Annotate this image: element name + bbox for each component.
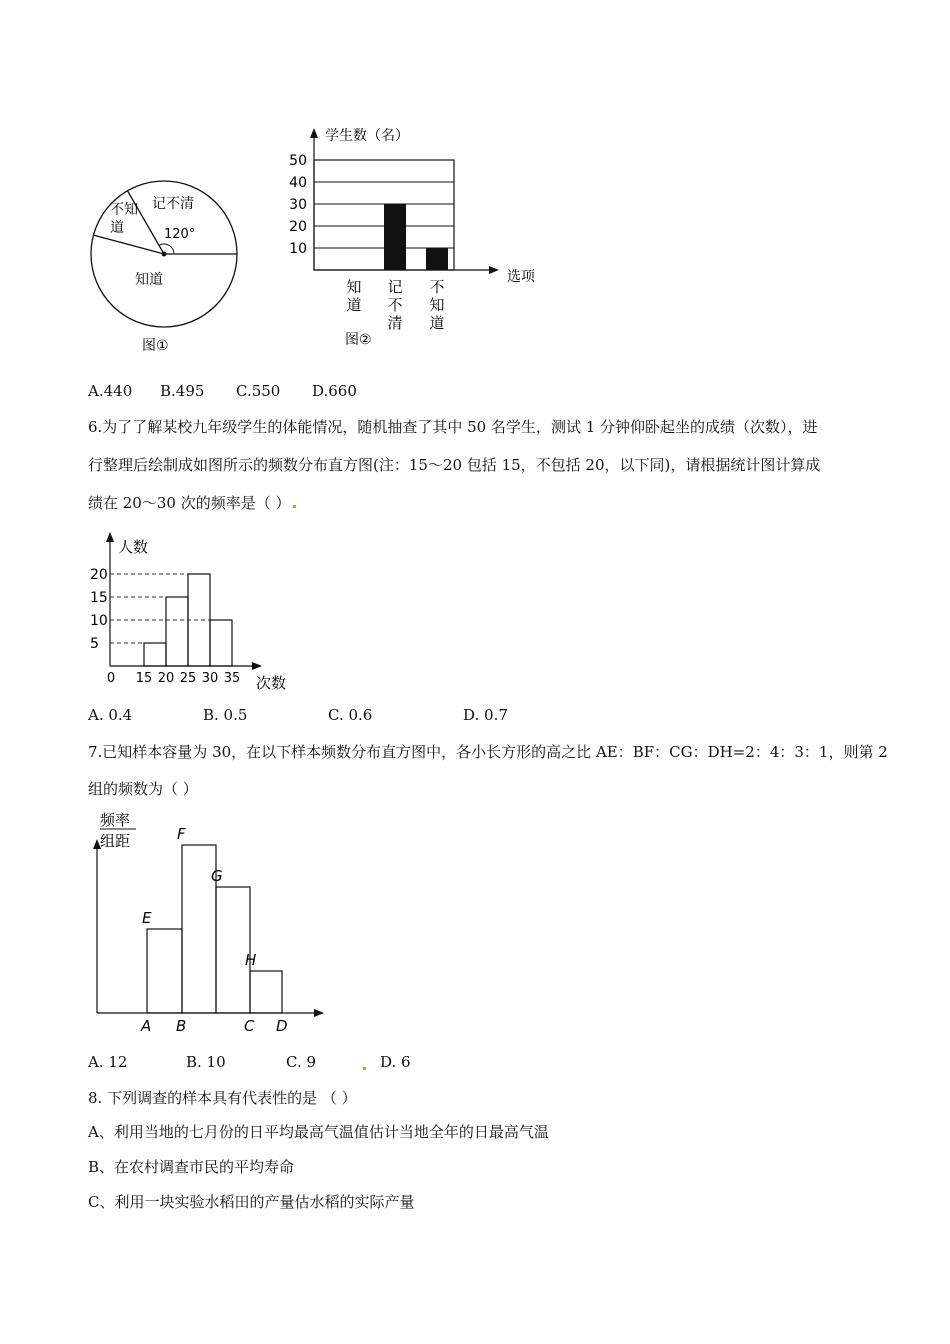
hist-x-tick-label: 25 (179, 671, 197, 686)
q6-option-d[interactable]: D. 0.7 (463, 706, 508, 724)
q6-option-b[interactable]: B. 0.5 (203, 706, 248, 724)
hist-x-tick-label: 30 (201, 671, 219, 686)
bar-2 (384, 204, 406, 270)
q7-y-title-top: 频率 (100, 811, 131, 829)
q7-option-c[interactable]: C. 9 (286, 1053, 317, 1071)
hist-x-tick-label: 20 (157, 671, 175, 686)
hist-y-tick-label: 5 (90, 636, 99, 652)
hist-bar-1 (144, 643, 166, 666)
hist-bar-2 (166, 597, 188, 666)
pie-label-unknown-1: 不知 (110, 202, 138, 218)
bar-y-tick-label: 50 (289, 153, 307, 169)
q7-option-d[interactable]: D. 6 (380, 1053, 411, 1071)
stray-mark (293, 505, 296, 508)
bar-category-char: 道 (346, 296, 362, 314)
q7-line-2: 组的频数为（ ） (88, 780, 198, 798)
pie-label-know: 知道 (135, 272, 163, 288)
q7-bar-label: H (245, 951, 257, 969)
q7-bar-label: G (211, 867, 223, 885)
q8-option-a[interactable]: A、利用当地的七月份的日平均最高气温值估计当地全年的日最高气温 (88, 1123, 549, 1141)
q8-option-b[interactable]: B、在农村调查市民的平均寿命 (88, 1158, 295, 1176)
bar-category-char: 道 (429, 314, 445, 332)
hist-bar-4 (210, 620, 232, 666)
bar-category-char: 知 (429, 296, 445, 314)
bar-category-char: 清 (387, 314, 403, 332)
q5-pie-chart (80, 170, 255, 360)
q7-bar-label: F (177, 825, 186, 843)
q6-line-2: 行整理后绘制成如图所示的频数分布直方图(注：15～20 包括 15，不包括 20，以下同)，请根据统计图计算成 (88, 456, 821, 474)
q5-bar-chart (285, 122, 555, 352)
pie-label-forgot: 记不清 (152, 196, 194, 212)
bar-y-title: 学生数（名） (325, 128, 409, 144)
q7-options (88, 1053, 488, 1073)
q5-option-a[interactable]: A.440 (88, 382, 133, 400)
bar-y-tick-label: 30 (289, 197, 307, 213)
q6-line-1: 6.为了了解某校九年级学生的体能情况，随机抽查了其中 50 名学生，测试 1 分钟仰卧起坐的成绩（次数），进 (88, 418, 818, 436)
hist-y-tick-label: 10 (90, 613, 108, 629)
bar-category-char: 不 (387, 296, 403, 314)
bar-caption: 图② (345, 332, 372, 348)
pie-caption: 图① (142, 338, 169, 354)
q5-option-d[interactable]: D.660 (312, 382, 357, 400)
q7-bar-label: E (142, 909, 152, 927)
q7-line-1: 7.已知样本容量为 30，在以下样本频数分布直方图中，各小长方形的高之比 AE：BF：CG：DH=2：4：3：1，则第 2 (88, 743, 888, 761)
hist-y-tick-label: 20 (90, 567, 108, 583)
q7-axis-label: C (244, 1017, 255, 1035)
q7-axis-label: A (141, 1017, 152, 1035)
q7-option-b[interactable]: B. 10 (186, 1053, 226, 1071)
q7-option-a[interactable]: A. 12 (88, 1053, 128, 1071)
q8-option-c[interactable]: C、利用一块实验水稻田的产量估水稻的实际产量 (88, 1193, 415, 1211)
bar-category-char: 记 (387, 278, 403, 296)
q7-y-title-bottom: 组距 (100, 832, 131, 850)
hist-x-title: 次数 (256, 674, 287, 692)
hist-y-title: 人数 (118, 538, 149, 556)
bar-y-tick-label: 40 (289, 175, 307, 191)
q6-histogram (80, 530, 300, 700)
q7-bar-H (250, 971, 282, 1013)
q8-question: 8. 下列调查的样本具有代表性的是 （ ） (88, 1089, 357, 1107)
hist-y-tick-label: 15 (90, 590, 108, 606)
q5-options (88, 382, 488, 402)
hist-x-tick-label: 15 (135, 671, 153, 686)
stray-mark (363, 1067, 366, 1070)
q5-option-b[interactable]: B.495 (160, 382, 205, 400)
q6-options (88, 706, 588, 726)
bar-y-tick-label: 20 (289, 219, 307, 235)
hist-bar-3 (188, 574, 210, 666)
q6-option-a[interactable]: A. 0.4 (88, 706, 133, 724)
q6-option-c[interactable]: C. 0.6 (328, 706, 373, 724)
q5-option-c[interactable]: C.550 (236, 382, 281, 400)
bar-category-char: 不 (429, 278, 445, 296)
bar-category-char: 知 (346, 278, 362, 296)
hist-x-tick-label: 35 (223, 671, 241, 686)
q6-line-3: 绩在 20～30 次的频率是（ ） (88, 494, 291, 512)
hist-x-tick-label: 0 (106, 671, 116, 686)
q7-axis-label: D (276, 1017, 288, 1035)
q7-bar-G (216, 887, 250, 1013)
bar-x-title: 选项 (507, 269, 535, 285)
bar-y-tick-label: 10 (289, 241, 307, 257)
q7-axis-label: B (176, 1017, 187, 1035)
pie-angle-label: 120° (164, 227, 196, 242)
bar-3 (426, 248, 448, 270)
pie-label-unknown-2: 道 (110, 220, 124, 236)
q7-bar-E (147, 929, 182, 1013)
q7-histogram (86, 805, 336, 1040)
